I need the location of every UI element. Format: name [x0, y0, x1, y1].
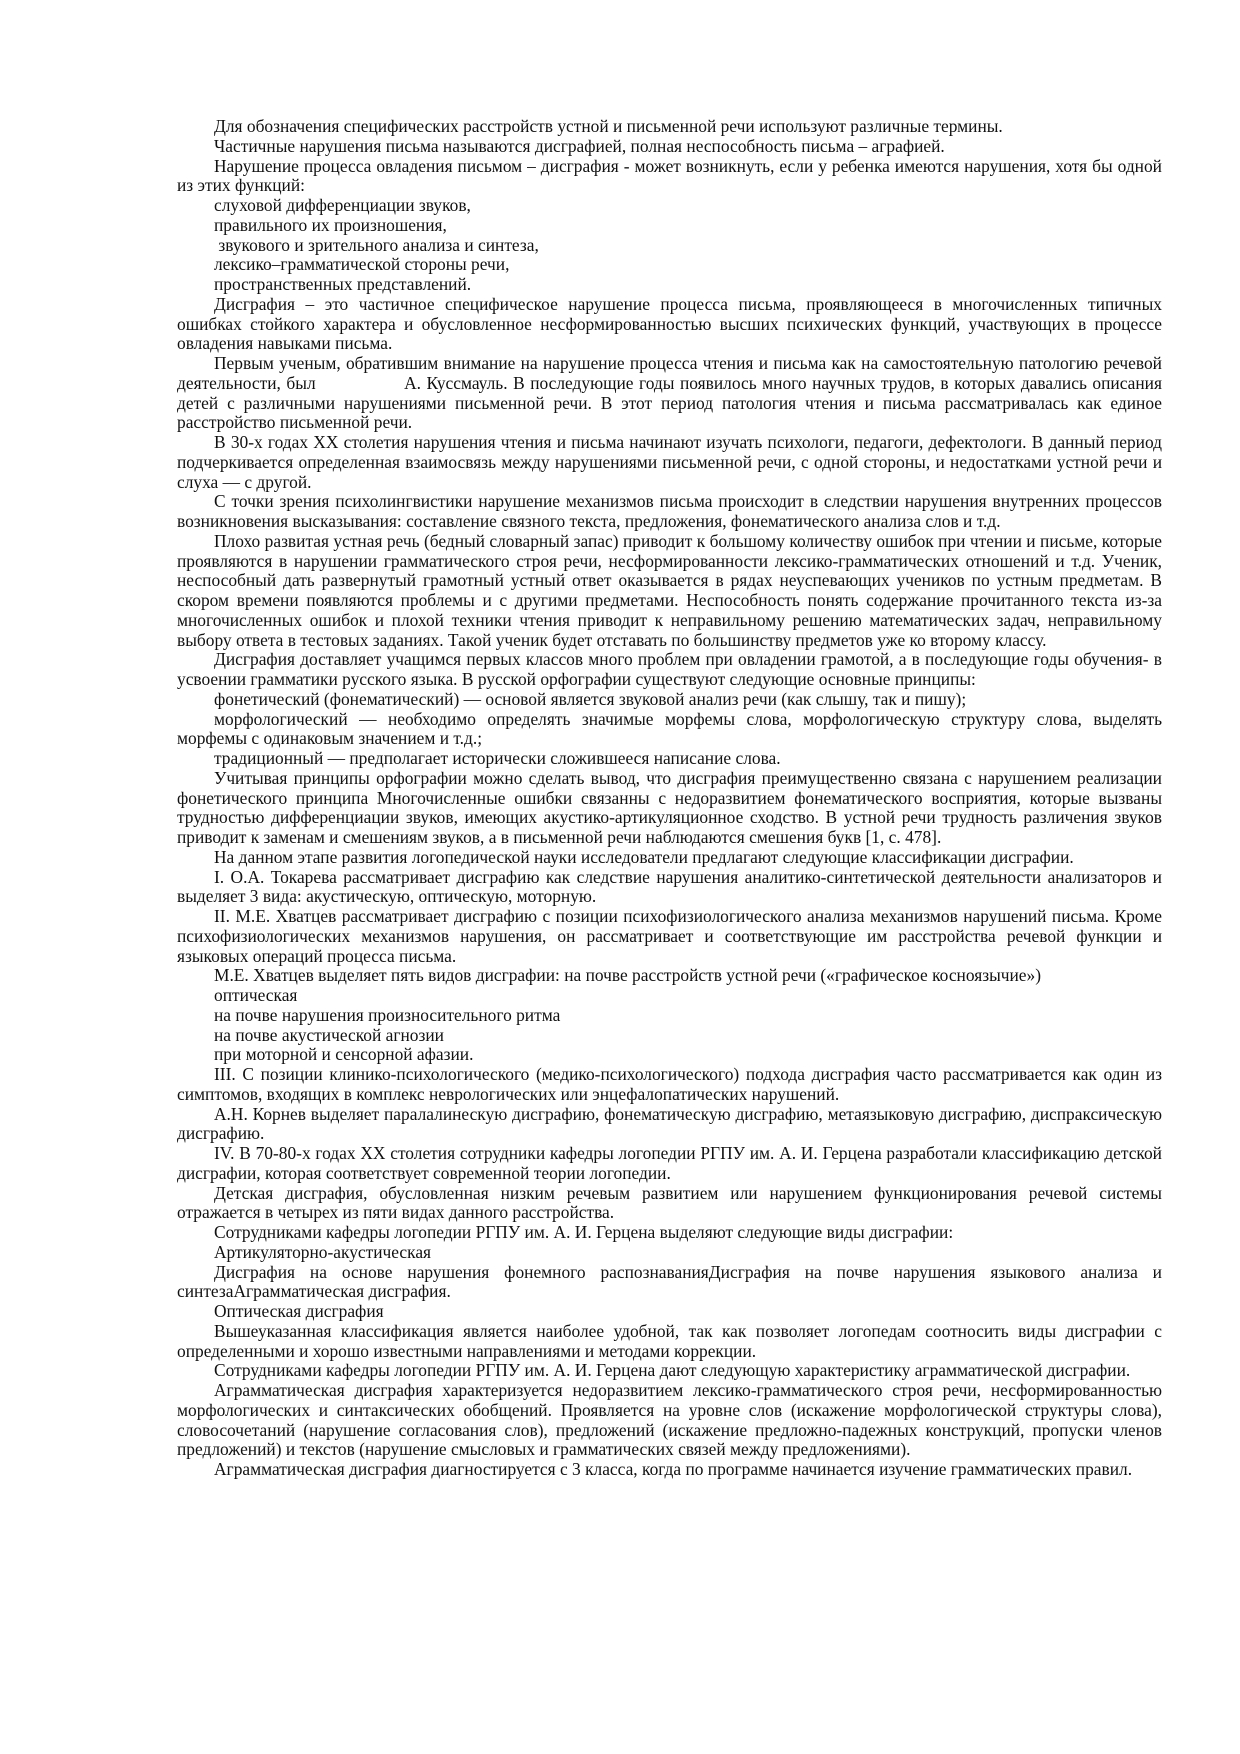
list-item: Оптическая дисграфия: [214, 1301, 384, 1321]
paragraph: II. М.Е. Хватцев рассматривает дисграфию с позиции психофизиологического анализа механизмов нарушений письма. Кроме психофизиологических механизмов нарушения, он рассматривает и соответствующие им расстройства речевой функции и языковых операций процесса письма.: [177, 906, 1167, 966]
list-item: пространственных представлений.: [214, 274, 472, 294]
list-item: на почве нарушения произносительного ритма: [214, 1004, 561, 1025]
paragraph: Дисграфия – это частичное специфическое нарушение процесса письма, проявляющееся в многочисленных типичных ошибках стойкого характера и обусловленное несформированностью высших психических функций, участвующих в процессе овладения навыками письма.: [177, 293, 1167, 354]
paragraph: I. О.А. Токарева рассматривает дисграфию как следствие нарушения аналитико-синтетической деятельности анализаторов и выделяет 3 вида: акустическую, оптическую, моторную.: [177, 866, 1167, 907]
paragraph: IV. В 70-80-х годах XX столетия сотрудники кафедры логопедии РГПУ им. А. И. Герцена разработали классификацию детской дисграфии, которая соответствует современной теории логопедии.: [177, 1143, 1167, 1183]
paragraph: Частичные нарушения письма называются дисграфией, полная неспособность письма – аграфией.: [214, 135, 945, 156]
list-item: М.Е. Хватцев выделяет пять видов дисграфии: на почве расстройств устной речи («графическое косноязычие»): [214, 965, 1042, 986]
paragraph: Первым ученым, обратившим внимание на нарушение процесса чтения и письма как на самостоятельную патологию речевой деятельности, был А. Куссмауль. В последующие годы появилось много научных трудов, в которых давались описания детей с различными нарушениями письменной речи. В этот период патология чтения и письма рассматривалась как единое расстройство письменной речи.: [177, 353, 1167, 433]
paragraph: морфологический — необходимо определять значимые морфемы слова, морфологическую структуру слова, выделять морфемы с одинаковым значением и т.д.;: [177, 708, 1167, 749]
paragraph: Нарушение процесса овладения письмом – дисграфия - может возникнуть, если у ребенка имеются нарушения, хотя бы одной из этих функций:: [177, 155, 1167, 196]
paragraph: Дисграфия на основе нарушения фонемного распознаванияДисграфия на почве нарушения языкового анализа и синтезаАграмматическая дисграфия.: [177, 1261, 1167, 1302]
document-page: [177, 116, 1167, 1480]
list-item: правильного их произношения,: [214, 214, 447, 235]
paragraph: Для обозначения специфических расстройств устной и письменной речи используют различные термины.: [214, 116, 1003, 136]
paragraph: Аграмматическая дисграфия характеризуется недоразвитием лексико-грамматического строя речи, несформированностью морфологических и синтаксических обобщений. Проявляется на уровне слов (искажение морфологической структуры слова), словосочетаний (нарушение согласования слов), предложений (искажение предложно-падежных конструкций, пропуски членов предложений) и текстов (нарушение смысловых и грамматических связей между предложениями).: [177, 1380, 1167, 1460]
list-item: слуховой дифференциации звуков,: [214, 195, 471, 215]
paragraph: В 30-х годах XX столетия нарушения чтения и письма начинают изучать психологи, педагоги, дефектологи. В данный период подчеркивается определенная взаимосвязь между нарушениями письменной речи, с одной стороны, и недостатками устной речи и слуха — с другой.: [177, 432, 1167, 492]
paragraph: III. С позиции клинико-психологического (медико-психологического) подхода дисграфия часто рассматривается как один из симптомов, входящих в комплекс неврологических или энцефалопатических нарушений.: [177, 1064, 1167, 1104]
paragraph: А.Н. Корнев выделяет паралалинескую дисграфию, фонематическую дисграфию, метаязыковую дисграфию, диспраксическую дисграфию.: [177, 1103, 1167, 1144]
list-item: Сотрудниками кафедры логопедии РГПУ им. А. И. Герцена выделяют следующие виды дисграфии:: [214, 1222, 954, 1242]
paragraph: Аграмматическая дисграфия диагностируется с 3 класса, когда по программе начинается изучение грамматических правил.: [214, 1459, 1133, 1479]
paragraph: Вышеуказанная классификация является наиболее удобной, так как позволяет логопедам соотносить виды дисграфии с определенными и хорошо известными направлениями и методами коррекции.: [177, 1320, 1167, 1361]
list-item: лексико–грамматической стороны речи,: [214, 254, 510, 275]
paragraph: На данном этапе развития логопедической науки исследователи предлагают следующие классификации дисграфии.: [214, 846, 1074, 867]
paragraph: Сотрудниками кафедры логопедии РГПУ им. А. И. Герцена дают следующую характеристику аграмматической дисграфии.: [214, 1360, 1131, 1381]
paragraph: Плохо развитая устная речь (бедный словарный запас) приводит к большому количеству ошибок при чтении и письме, которые проявляются в нарушении грамматического строя речи, несформированности лексико-грамматических отношений и т.д. Ученик, неспособный дать развернутый грамотный устный ответ оказывается в рядах неуспевающих учеников по устным предметам. В скором времени появляются проблемы и с другими предметами. Неспособность понять содержание прочитанного текста из-за многочисленных ошибок и плохой техники чтения приводит к неправильному решению математических задач, неправильному выбору ответа в тестовых заданиях. Такой ученик будет отставать по большинству предметов уже ко второму классу.: [177, 530, 1167, 650]
paragraph: Дисграфия доставляет учащимся первых классов много проблем при овладении грамотой, а в последующие годы обучения- в усвоении грамматики русского языка. В русской орфографии существуют следующие основные принципы:: [177, 649, 1167, 689]
paragraph: Учитывая принципы орфографии можно сделать вывод, что дисграфия преимущественно связана с нарушением реализации фонетического принципа Многочисленные ошибки связанны с недоразвитием фонематического восприятия, которые вызваны трудностью дифференциации звуков, имеющих акустико-артикуляционное сходство. В устной речи трудность различения звуков приводит к заменам и смешениям звуков, а в письменной речи наблюдаются смешения букв [1, с. 478].: [177, 767, 1167, 847]
list-item: на почве акустической агнозии: [214, 1024, 444, 1045]
paragraph: С точки зрения психолингвистики нарушение механизмов письма происходит в следствии нарушения внутренних процессов возникновения высказывания: составление связного текста, предложения, фонематического анализа слов и т.д.: [177, 491, 1167, 531]
paragraph: традиционный — предполагает исторически сложившееся написание слова.: [214, 748, 781, 768]
paragraph: Детская дисграфия, обусловленная низким речевым развитием или нарушением функционирования речевой системы отражается в четырех из пяти видах данного расстройства.: [177, 1182, 1167, 1223]
list-item: оптическая: [214, 985, 298, 1005]
list-item: Артикуляторно-акустическая: [214, 1241, 432, 1262]
list-item: звукового и зрительного анализа и синтеза,: [214, 234, 539, 255]
paragraph: фонетический (фонематический) — основой является звуковой анализ речи (как слышу, так и пишу);: [214, 688, 967, 709]
list-item: при моторной и сенсорной афазии.: [214, 1044, 474, 1065]
